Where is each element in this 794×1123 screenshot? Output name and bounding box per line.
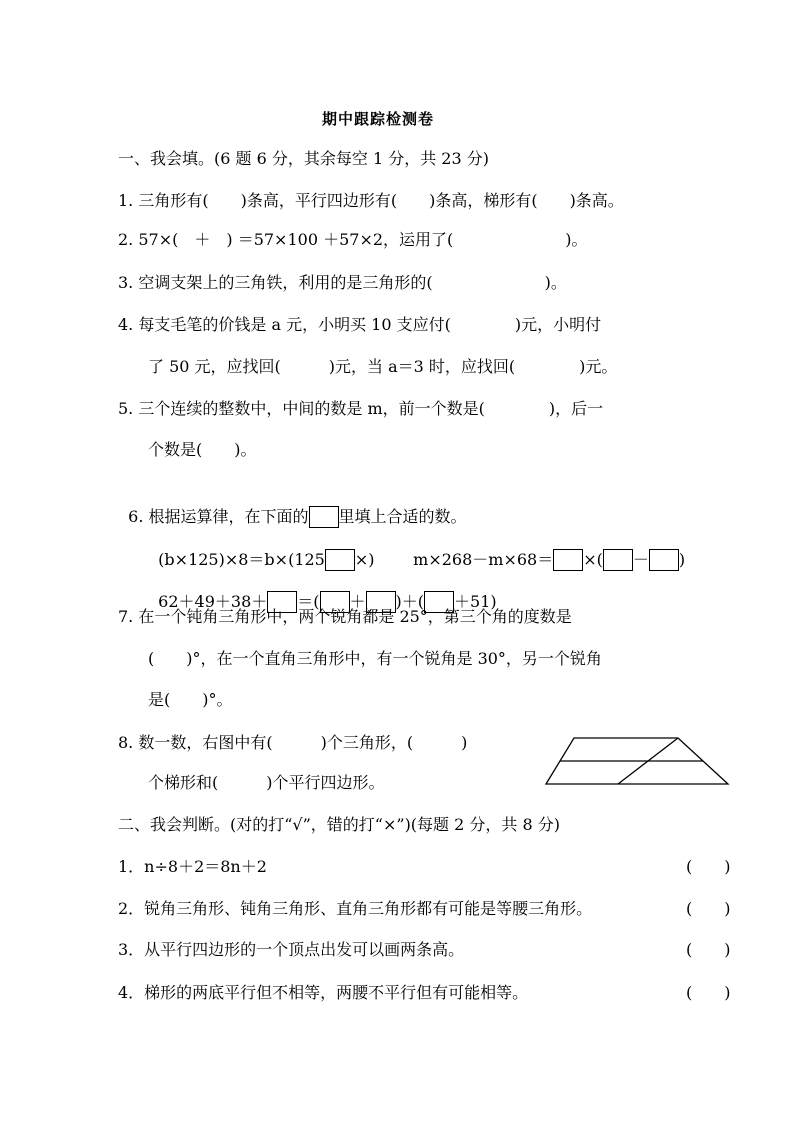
expr3-part-d: )＋( [395, 592, 425, 611]
expr3-part-a: 62＋49＋38＋ [158, 592, 268, 611]
question-5-line-1: 5. 三个连续的整数中，中间的数是 m，前一个数是( )，后一 [118, 399, 604, 418]
expr2-part-d: ) [678, 550, 686, 569]
answer-box[interactable] [325, 549, 355, 571]
judge-item-1: 1．n÷8＋2＝8n＋2 [118, 857, 267, 876]
expr2-part-c: － [632, 550, 649, 569]
judge-item-4: 4．梯形的两底平行但不相等，两腰不平行但有可能相等。 [118, 983, 529, 1002]
question-2: 2. 57×( ＋ ) ＝57×100 ＋57×2，运用了( )。 [118, 230, 588, 249]
question-5-line-2: 个数是( )。 [148, 440, 257, 459]
question-4-line-1: 4. 每支毛笔的价钱是 a 元，小明买 10 支应付( )元，小明付 [118, 315, 602, 334]
page-title: 期中跟踪检测卷 [322, 110, 435, 128]
expr3-part-b: ＝( [297, 592, 320, 611]
question-8-line-1: 8. 数一数，右图中有( )个三角形，( ) [118, 733, 468, 752]
answer-box[interactable] [603, 549, 633, 571]
judge-item-2: 2．锐角三角形、钝角三角形、直角三角形都有可能是等腰三角形。 [118, 899, 593, 918]
expr3-part-e: ＋51) [454, 592, 497, 611]
answer-box[interactable] [553, 549, 583, 571]
expr1-part-b: ×) [354, 550, 375, 569]
question-7-line-2: ( )°，在一个直角三角形中，有一个锐角是 30°，另一个锐角 [148, 649, 602, 668]
trapezoid-figure [542, 734, 732, 794]
q6-expression-1 [148, 527, 375, 571]
question-4-line-2: 了 50 元，应找回( )元，当 a＝3 时，应找回( )元。 [148, 357, 618, 376]
q6-text-b: 里填上合适的数。 [338, 507, 467, 526]
answer-blank[interactable]: ( ) [686, 940, 731, 959]
expr2-part-a: m×268－m×68＝ [413, 550, 554, 569]
answer-blank[interactable]: ( ) [686, 857, 731, 876]
answer-blank[interactable]: ( ) [686, 899, 731, 918]
answer-box[interactable] [649, 549, 679, 571]
question-1: 1. 三角形有( )条高，平行四边形有( )条高，梯形有( )条高。 [118, 191, 624, 210]
sample-box [309, 506, 339, 528]
question-6-instruction [118, 484, 467, 528]
q6-expression-2 [403, 527, 685, 571]
expr3-part-c: ＋ [349, 592, 366, 611]
question-8-line-2: 个梯形和( )个平行四边形。 [148, 773, 385, 792]
answer-blank[interactable]: ( ) [686, 983, 731, 1002]
q6-text-a: 6. 根据运算律，在下面的 [128, 507, 309, 526]
question-7-line-3: 是( )°。 [148, 690, 233, 709]
expr1-part-a: (b×125)×8＝b×(125 [158, 550, 325, 569]
expr2-part-b: ×( [583, 550, 603, 569]
question-7-line-1: 7. 在一个钝角三角形中，两个锐角都是 25°，第三个角的度数是 [118, 607, 572, 626]
section1-heading: 一、我会填。(6 题 6 分，其余每空 1 分，共 23 分) [118, 149, 489, 168]
judge-item-3: 3．从平行四边形的一个顶点出发可以画两条高。 [118, 940, 465, 959]
section2-heading: 二、我会判断。(对的打“√”，错的打“×”)(每题 2 分，共 8 分) [118, 815, 560, 834]
question-3: 3. 空调支架上的三角铁，利用的是三角形的( )。 [118, 273, 567, 292]
